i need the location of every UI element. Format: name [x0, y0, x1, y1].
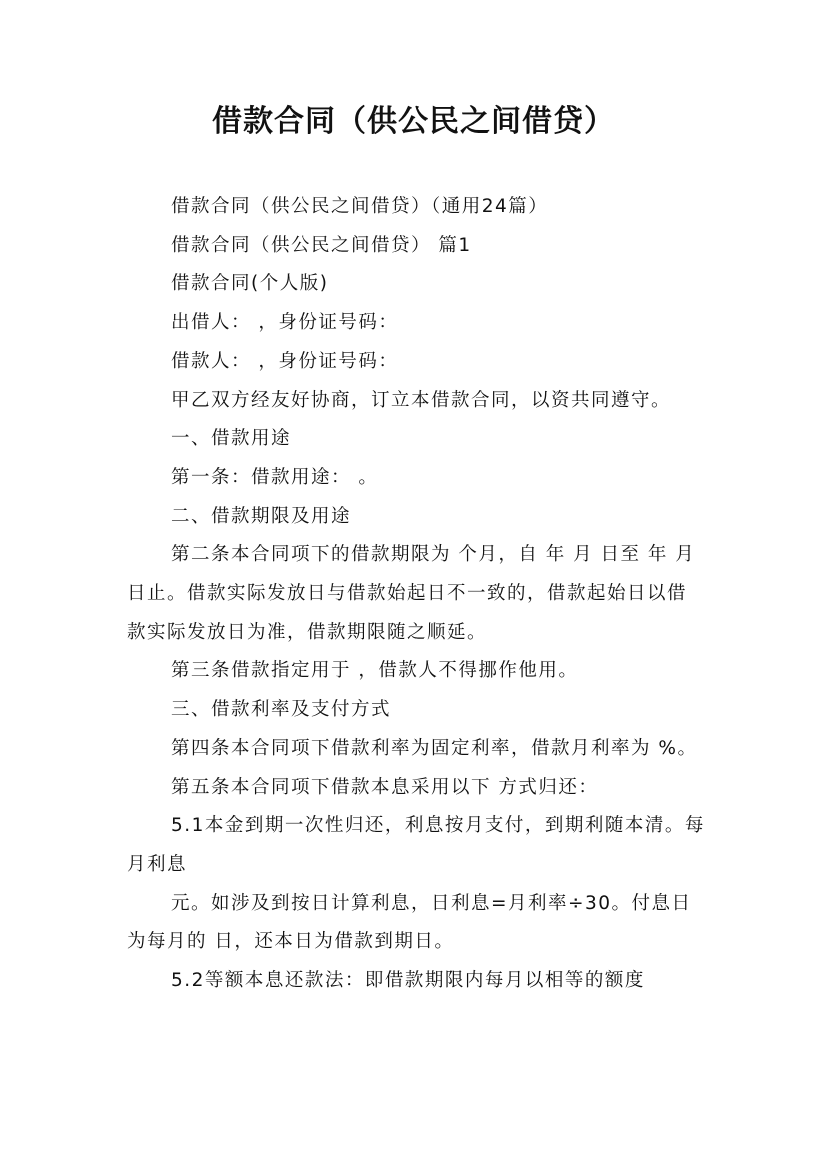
- paragraph-agreement-intro: 甲乙双方经友好协商，订立本借款合同，以资共同遵守。: [171, 389, 672, 411]
- paragraph-version: 借款合同(个人版): [171, 273, 329, 295]
- paragraph-clause-5-2: 5.2等额本息还款法：即借款期限内每月以相等的额度: [171, 970, 645, 992]
- document-body: [127, 188, 705, 1001]
- paragraph-lender: 出借人： ，身份证号码：: [171, 312, 399, 334]
- section-heading-term: 二、借款期限及用途: [171, 505, 352, 527]
- paragraph-clause-3: 第三条借款指定用于 ，借款人不得挪作他用。: [171, 660, 579, 682]
- paragraph-article-heading: 借款合同（供公民之间借贷） 篇1: [171, 234, 472, 256]
- paragraph-clause-5-1-continued: 元。如涉及到按日计算利息，日利息=月利率÷30。付息日为每月的 日，还本日为借款到期日。: [127, 892, 692, 953]
- paragraph-clause-1: 第一条：借款用途： 。: [171, 466, 379, 488]
- paragraph-borrower: 借款人： ，身份证号码：: [171, 350, 399, 372]
- section-heading-purpose: 一、借款用途: [171, 428, 292, 450]
- section-heading-interest: 三、借款利率及支付方式: [171, 699, 392, 721]
- paragraph-collection-title: 借款合同（供公民之间借贷）（通用24篇）: [171, 196, 549, 217]
- paragraph-clause-5-1: 5.1本金到期一次性归还，利息按月支付，到期利随本清。每月利息: [127, 815, 705, 875]
- paragraph-clause-4: 第四条本合同项下借款利率为固定利率，借款月利率为 %。: [171, 737, 698, 759]
- paragraph-clause-2: 第二条本合同项下的借款期限为 个月，自 年 月 日至 年 月 日止。借款实际发放日与借款始起日不一致的，借款起始日以借款实际发放日为准，借款期限随之顺延。: [127, 544, 696, 643]
- document-title: 借款合同（供公民之间借贷）: [212, 104, 615, 139]
- paragraph-clause-5: 第五条本合同项下借款本息采用以下 方式归还：: [171, 776, 599, 798]
